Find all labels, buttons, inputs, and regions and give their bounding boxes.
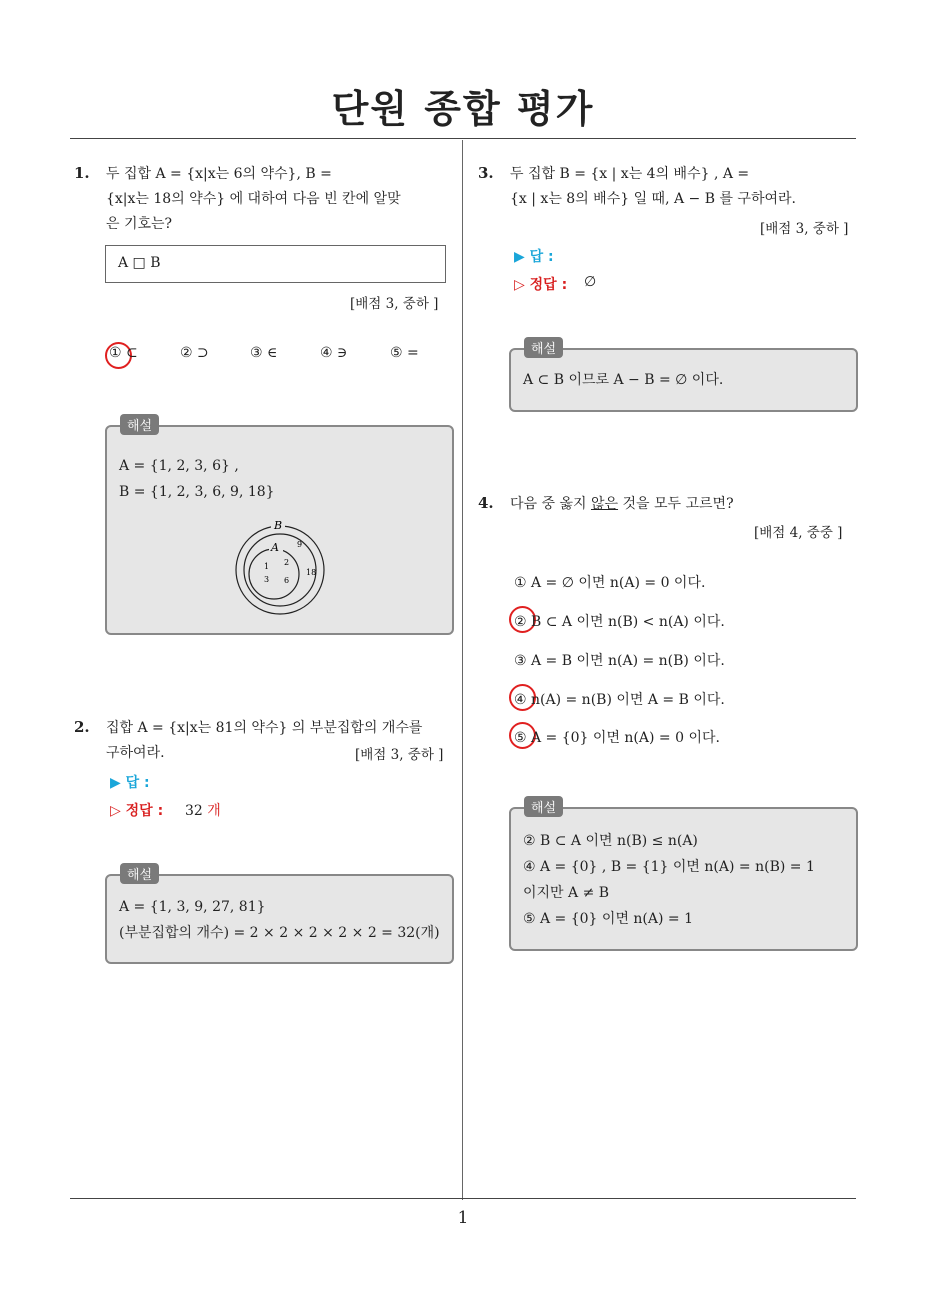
q1-expl-line2: B = {1, 2, 3, 6, 9, 18}: [119, 484, 275, 500]
venn-label-b: B: [274, 519, 283, 532]
venn-num-3: 3: [264, 575, 270, 584]
q2-expl-line1: A = {1, 3, 9, 27, 81}: [119, 899, 266, 915]
q2-correct-unit: 개: [207, 803, 221, 819]
q4-expl-line3: 이지만 A ≠ B: [523, 885, 610, 901]
q4-expl-line1: ② B ⊂ A 이면 n(B) ≤ n(A): [523, 833, 698, 849]
q4-text-underline: 않은: [590, 496, 619, 512]
q1-choice-5[interactable]: ⑤ =: [390, 345, 419, 361]
q1-venn-diagram: [227, 515, 337, 615]
column-divider: [462, 140, 463, 1200]
q2-expl-line2: (부분집합의 개수) = 2 × 2 × 2 × 2 × 2 = 32(개): [119, 925, 440, 941]
q3-explanation-tag: 해설: [524, 337, 563, 358]
q4-choice-2[interactable]: ② B ⊂ A 이면 n(B) < n(A) 이다.: [514, 614, 725, 630]
q1-choice-1[interactable]: ① ⊂: [109, 345, 138, 361]
q1-explanation-tag: 해설: [120, 414, 159, 435]
q3-text: [510, 162, 860, 212]
q4-choice-1[interactable]: ① A = ∅ 이면 n(A) = 0 이다.: [514, 575, 706, 591]
q4-text-post: 것을 모두 고르면?: [618, 496, 734, 512]
q3-explanation: [509, 348, 858, 412]
q2-line2: 구하여라.: [106, 745, 165, 761]
venn-num-6: 6: [284, 576, 290, 585]
q1-box-text: A □ B: [118, 255, 161, 271]
q4-number: 4.: [478, 494, 494, 512]
q4-explanation: [509, 807, 858, 951]
q1-choice-2[interactable]: ② ⊃: [180, 345, 209, 361]
page-title: 단원 종합 평가: [331, 87, 595, 131]
q1-expl-line1: A = {1, 2, 3, 6} ,: [119, 458, 239, 474]
q1-text: [106, 162, 456, 237]
q1-line2: {x|x는 18의 약수} 에 대하여 다음 빈 칸에 알맞: [106, 191, 401, 207]
bottom-rule: [70, 1198, 856, 1199]
q4-text-pre: 다음 중 옳지: [510, 496, 591, 512]
q1-line1: 두 집합 A = {x|x는 6의 약수}, B =: [106, 166, 332, 182]
q1-line3: 은 기호는?: [106, 216, 173, 232]
q2-score: [배점 3, 중하 ]: [355, 747, 444, 763]
q3-score: [배점 3, 중하 ]: [760, 221, 849, 237]
q2-answer-label: ▶ 답 :: [110, 775, 150, 791]
q4-choice-4[interactable]: ④ n(A) = n(B) 이면 A = B 이다.: [514, 692, 725, 708]
q4-text: [510, 492, 734, 517]
q2-line1: 집합 A = {x|x는 81의 약수} 의 부분집합의 개수를: [106, 720, 423, 736]
page-number: 1: [457, 1208, 469, 1228]
venn-num-2: 2: [284, 558, 290, 567]
q4-expl-line2: ④ A = {0} , B = {1} 이면 n(A) = n(B) = 1: [523, 859, 815, 875]
q1-choice-3[interactable]: ③ ∈: [250, 345, 278, 361]
q4-expl-line4: ⑤ A = {0} 이면 n(A) = 1: [523, 911, 694, 927]
q4-choice-5[interactable]: ⑤ A = {0} 이면 n(A) = 0 이다.: [514, 730, 720, 746]
q2-correct-label: ▷ 정답 :: [110, 803, 164, 819]
q3-expl-line1: A ⊂ B 이므로 A − B = ∅ 이다.: [523, 372, 724, 388]
q3-correct-value: ∅: [584, 274, 597, 290]
q3-answer-label: ▶ 답 :: [514, 249, 554, 265]
venn-num-18: 18: [306, 568, 317, 577]
q3-line1: 두 집합 B = {x | x는 4의 배수} , A =: [510, 166, 750, 182]
q4-score: [배점 4, 중중 ]: [754, 525, 843, 541]
q1-answer-box: [105, 245, 446, 283]
q2-correct-value: 32: [185, 803, 203, 819]
q2-explanation-tag: 해설: [120, 863, 159, 884]
q1-score: [배점 3, 중하 ]: [350, 296, 439, 312]
venn-num-9: 9: [297, 540, 303, 549]
q2-correct-answer: [185, 800, 221, 820]
q3-line2: {x | x는 8의 배수} 일 때, A − B 를 구하여라.: [510, 191, 796, 207]
q2-explanation: [105, 874, 454, 964]
q1-choice-4[interactable]: ④ ∋: [320, 345, 348, 361]
q4-choice-3[interactable]: ③ A = B 이면 n(A) = n(B) 이다.: [514, 653, 725, 669]
q3-correct-label: ▷ 정답 :: [514, 277, 568, 293]
venn-label-a: A: [271, 541, 279, 554]
q4-explanation-tag: 해설: [524, 796, 563, 817]
top-rule: [70, 138, 856, 139]
q1-number: 1.: [74, 164, 90, 182]
q3-number: 3.: [478, 164, 494, 182]
q1-explanation: [105, 425, 454, 635]
q2-number: 2.: [74, 718, 90, 736]
venn-num-1: 1: [264, 562, 270, 571]
